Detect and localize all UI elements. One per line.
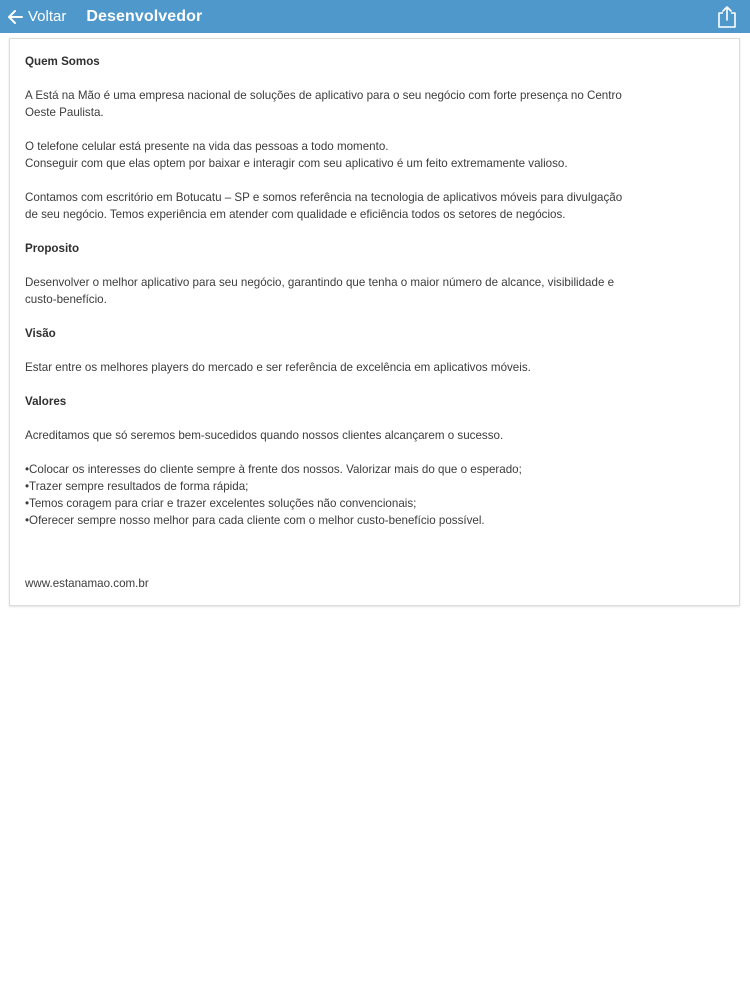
share-button[interactable] [716, 5, 738, 29]
arrow-left-icon [7, 9, 23, 25]
paragraph-line: O telefone celular está presente na vida das pessoas a todo momento. [25, 140, 389, 153]
heading-visao: Visão [25, 327, 56, 340]
paragraph-line: Desenvolver o melhor aplicativo para seu negócio, garantindo que tenha o maior número de alcance, visibilidade e [25, 276, 615, 289]
heading-quem-somos: Quem Somos [25, 55, 100, 68]
back-button[interactable] [0, 0, 72, 33]
content-card [9, 38, 740, 606]
back-label: Voltar [28, 8, 67, 25]
paragraph-line: Conseguir com que elas optem por baixar e interagir com seu aplicativo é um feito extremamente valioso. [25, 157, 568, 170]
heading-valores: Valores [25, 395, 67, 408]
paragraph-line: Acreditamos que só seremos bem-sucedidos quando nossos clientes alcançarem o sucesso. [25, 429, 504, 442]
website-link[interactable]: www.estanamao.com.br [25, 577, 149, 590]
list-item: •Oferecer sempre nosso melhor para cada cliente com o melhor custo-benefício possível. [25, 514, 485, 527]
paragraph-line: A Está na Mão é uma empresa nacional de soluções de aplicativo para o seu negócio com forte presença no Centro [25, 89, 622, 102]
paragraph-line: de seu negócio. Temos experiência em atender com qualidade e eficiência todos os setores de negócios. [25, 208, 566, 221]
paragraph-line: custo-benefício. [25, 293, 107, 306]
paragraph-line: Contamos com escritório em Botucatu – SP e somos referência na tecnologia de aplicativos móveis para divulgação [25, 191, 623, 204]
list-item: •Colocar os interesses do cliente sempre à frente dos nossos. Valorizar mais do que o esperado; [25, 463, 522, 476]
share-icon [716, 16, 738, 33]
list-item: •Temos coragem para criar e trazer excelentes soluções não convencionais; [25, 497, 417, 510]
navigation-bar [0, 0, 750, 33]
heading-proposito: Proposito [25, 242, 80, 255]
list-item: •Trazer sempre resultados de forma rápida; [25, 480, 249, 493]
page-title: Desenvolvedor [86, 7, 203, 25]
paragraph-line: Estar entre os melhores players do mercado e ser referência de excelência em aplicativos móveis. [25, 361, 531, 374]
paragraph-line: Oeste Paulista. [25, 106, 104, 119]
